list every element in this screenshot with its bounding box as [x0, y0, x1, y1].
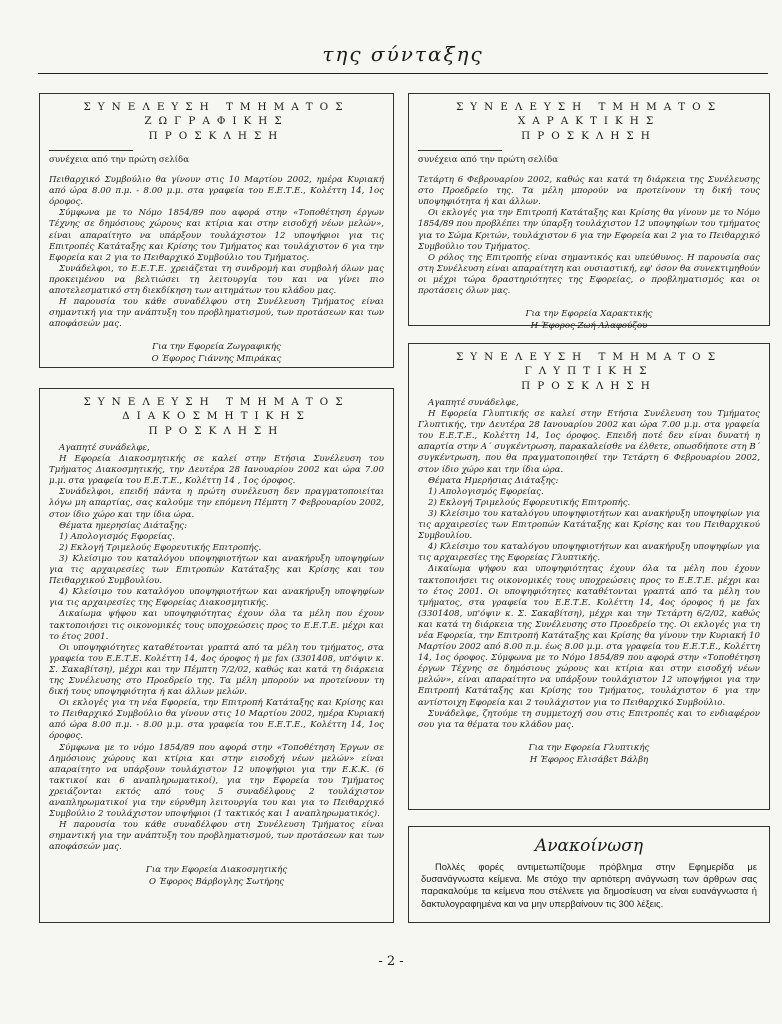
notice-body — [49, 443, 384, 853]
section-title: της σύνταξης — [322, 42, 484, 66]
paragraph: Αγαπητέ συνάδελφε, — [428, 398, 519, 408]
agenda-item: 3) Κλείσιμο του καταλόγου υποψηφιοτήτων και ανακήρυξη υποψηφίων για τις αρχαιρεσίες των Επιτροπών Κατάταξης και Κρίσης και του Πειθαρχικού Συμβουλίου. — [418, 508, 760, 542]
paragraph: Θέματα Ημερήσιας Διάταξης: — [428, 475, 559, 486]
page-header — [38, 40, 768, 74]
paragraph: Ο ρόλος της Επιτροπής είναι σημαντικός και υπεύθυνος. Η παρουσία σας στη Συνέλευση είναι απαραίτητη και ουσιαστική, εφ' όσον θα συνεκτιμηθούν οι μέχρι τώρα δραστηριότητες της Εφορείας, ο προβληματισμός και οι προτάσεις όλων μας. — [418, 252, 760, 297]
agenda-item: 3) Κλείσιμο του καταλόγου υποψηφιοτήτων και ανακήρυξη υποψηφίων για τις αρχαιρεσίες των Επιτροπών Κατάταξης και Κρίσης και του Πειθαρχικού Συμβουλίου. — [49, 553, 384, 587]
paragraph: Δικαίωμα ψήφου και υποψηφιότητας έχουν όλα τα μέλη που έχουν τακτοποιήσει τις οικονομικές τους υποχρεώσεις προς το Ε.Ε.Τ.Ε. μέχρι και το έτος 2001. Οι υποψηφιότητες καταθέτονται γραπτά από τα μέλη του τμήματος, στα γραφεία του Ε.Ε.Τ.Ε. Κολέττη 14, 4ος όροφος ή με fax (3301408, υπ'όψιν κ. Σ. Σακαβίτση), μέχρι και την Τετάρτη 6/2/02, καθώς και κατά τη διάρκεια της Συνέλευσης στο Προεδρείο της. Οι εκλογές για τη νέα Εφορεία, την Επιτροπή Κατάταξης και Κρίσης θα γίνουν την Κυριακή 10 Μαρτίου 2002 από 8.00 π.μ. έως 8.00 μ.μ. στα γραφεία του Ε.Ε.Τ.Ε., Κολέττη 14, 1ος όροφος. Σύμφωνα με το Νόμο 1854/89 που αφορά στην «Τοποθέτηση έργων Τέχνης σε δημόσιους χώρους και κτίρια και στην εισοδχή νέων μελών», είναι απαραίτητο να υπάρξουν τουλάχιστον 12 υποψήφιοι για την Επιτροπή Κατάταξης και Κρίσης του Τμήματος, τουλάχιστον 6 για την αντίστοιχη Εφορεία και 2 τουλάχιστον για το Πειθαρχικό Συμβούλιο. — [418, 564, 760, 708]
signature-org: Για την Εφορεία Διακοσμητικής — [145, 865, 288, 876]
notice-subtitle: ΠΡΟΣΚΛΗΣΗ — [521, 130, 657, 142]
paragraph: Αγαπητέ συνάδελφε, — [59, 443, 150, 453]
engraving-notice — [408, 93, 770, 332]
sculpture-notice — [408, 343, 770, 810]
signature — [49, 864, 384, 888]
decorative-notice — [39, 388, 394, 923]
signature-org: Για την Εφορεία Γλυπτικής — [528, 742, 650, 753]
notice-title: ΣΥΝΕΛΕΥΣΗ ΤΜΗΜΑΤΟΣ ΧΑΡΑΚΤΙΚΗΣ — [455, 101, 723, 127]
continued-note: συνέχεια από την πρώτη σελίδα — [418, 155, 559, 165]
paragraph: Οι εκλογές για τη νέα Εφορεία, την Επιτροπή Κατάταξης και Κρίσης και το Πειθαρχικό Συμβούλιο θα γίνουν στις 10 Μαρτίου 2002, ημέρα Κυριακή από ώρα 8.00 π.μ. - 8.00 μ.μ. στα γραφεία του Ε.Ε.Τ.Ε., Κολέττη 14, 1ος όροφος. — [49, 698, 384, 742]
agenda-item: 1) Απολογισμός Εφορείας. — [428, 486, 544, 497]
notice-body — [418, 398, 760, 731]
divider — [49, 150, 133, 151]
painting-notice — [39, 93, 394, 368]
paragraph: Πειθαρχικό Συμβούλιο θα γίνουν στις 10 Μαρτίου 2002, ημέρα Κυριακή από ώρα 8.00 π.μ. - 8.00 μ.μ. στα γραφεία του Ε.Ε.Τ.Ε., Κολέττη 14, 1ος όροφος. — [49, 175, 384, 208]
continued-note: συνέχεια από την πρώτη σελίδα — [49, 155, 190, 165]
paragraph: Σύμφωνα με το νόμο 1854/89 που αφορά στην «Τοποθέτηση Έργων σε Δημόσιους χώρους και κτίρια και στην εισοδχή νέων μελών» είναι απαραίτητο να υπάρξουν τουλάχιστον 12 υποψήφιοι για την Ε.Κ.Κ. (6 τακτικοί και 6 αναπληρωματικοί), για την Εφορεία του Τμήματος χρειάζονται εκτός από τους 5 συναδέλφους 2 τουλάχιστον αναπληρωματικοί για την εύρυθμη λειτουργία του και για το Πειθαρχικό Συμβούλιο 2 τουλάχιστον υποψήφιοι (1 τακτικός και 1 αναπληρωματικός). — [49, 742, 384, 820]
agenda-item: 2) Εκλογή Τριμελούς Εφορευτικής Επιτροπής. — [428, 497, 631, 508]
paragraph: Οι υποψηφιότητες καταθέτονται γραπτά από τα μέλη του τμήματος, στα γραφεία του Ε.Ε.Τ.Ε. Κολέττη 14, 4ος όροφος ή με fax (3301408, υπ'όψιν κ. Σ. Σακαβίτση), μέχρι και την Πέμπτη 7/2/02, καθώς και κατά τη διάρκεια της Συνέλευσης στο Προεδρείο της. Τα μέλη μπορούν να προτείνουν τη δική τους υποψηφιότητα ή και άλλων μελών. — [49, 642, 384, 698]
page-number: - 2 - — [378, 954, 404, 969]
paragraph: Συνάδελφε, ζητούμε τη συμμετοχή σου στις Επιτροπές και το ενδιαφέρον σου για τα θέματα του κλάδου μας. — [418, 708, 760, 730]
signature-name: Ο Έφορος Γιάννης Μπιράκας — [151, 354, 282, 365]
agenda-item: 4) Κλείσιμο του καταλόγου υποψηφιοτήτων και ανακήρυξη υποψηφίων για τις αρχαιρεσίες της Εφορείας Διακοσμητικής. — [49, 587, 384, 609]
signature — [418, 308, 760, 332]
signature-org: Για την Εφορεία Χαρακτικής — [525, 309, 653, 320]
signature-name: Η Έφορος Ζωή Αλαφούζου — [530, 321, 648, 332]
paragraph: Συνάδελφοι, επειδή πάντα η πρώτη συνέλευση δεν πραγματοποιείται λόγω μη απαρτίας, σας καλούμε την επόμενη Πέμπτη 7 Φεβρουαρίου 2002, στον ίδιο χώρο και την ίδια ώρα. — [49, 487, 384, 520]
paragraph: Η παρουσία του κάθε συναδέλφου στη Συνέλευση Τμήματος είναι σημαντική για την ανάπτυξη του προβληματισμού, των προτάσεων και των αποφάσεών μας. — [49, 820, 384, 853]
signature-name: Ο Έφορος Βάρβογλης Σωτήρης — [148, 877, 285, 888]
paragraph: Η παρουσία του κάθε συναδέλφου στη Συνέλευση Τμήματος είναι σημαντική για την ανάπτυξη του προβληματισμού, των προτάσεων και των αποφάσεών μας. — [49, 297, 384, 330]
paragraph: Η Εφορεία Γλυπτικής σε καλεί στην Ετήσια Συνέλευση του Τμήματος Γλυπτικής, την Δευτέρα 28 Ιανουαρίου 2002 και ώρα 7.00 μ.μ. στα γραφεία του Ε.Ε.Τ.Ε., Κολέττη 14, 1ος όροφος. Επειδή ποτέ δεν είναι δυνατή η απαρτία στην Α΄ συγκέντρωση, παρακαλείσθε να έλθετε, οπωσδήποτε στη Β΄ συγκέντρωση, που θα πραγματοποιηθεί την Τετάρτη 6 Φεβρουαρίου 2002, στον ίδιο χώρο και την ίδια ώρα. — [418, 409, 760, 475]
paragraph: Συνάδελφοι, το Ε.Ε.Τ.Ε. χρειάζεται τη συνδρομή και συμβολή όλων μας προκειμένου να βελτιώσει τη λειτουργία του και να γίνει πιο αποτελεσματικό στη διεκδίκηση των αιτημάτων του κλάδου μας. — [49, 263, 384, 297]
notice-body — [49, 175, 384, 330]
paragraph: Τετάρτη 6 Φεβρουαρίου 2002, καθώς και κατά τη διάρκεια της Συνέλευσης στο Προεδρείο της. Τα μέλη μπορούν να προτείνουν τη δική τους υποψηφιότητα ή και άλλων. — [418, 175, 760, 208]
notice-subtitle: ΠΡΟΣΚΛΗΣΗ — [148, 425, 285, 437]
agenda-item: 1) Απολογισμός Εφορείας. — [59, 531, 175, 542]
paragraph: Δικαίωμα ψήφου και υποψηφιότητας έχουν όλα τα μέλη που έχουν τακτοποιήσει τις οικονομικές τους υποχρεώσεις προς το Ε.Ε.Τ.Ε. μέχρι και το έτος 2001. — [49, 609, 384, 642]
agenda-item: 4) Κλείσιμο του καταλόγου υποψηφιοτήτων και ανακήρυξη υποψηφίων για τις αρχαιρεσίες της Εφορείας Γλυπτικής. — [418, 542, 760, 564]
signature-name: Η Έφορος Ελισάβετ Βάλβη — [529, 754, 649, 765]
agenda-item: 2) Εκλογή Τριμελούς Εφορευτικής Επιτροπής. — [59, 542, 262, 553]
notice-title: ΣΥΝΕΛΕΥΣΗ ΤΜΗΜΑΤΟΣ ΖΩΓΡΑΦΙΚΗΣ — [83, 101, 350, 127]
paragraph: Οι εκλογές για την Επιτροπή Κατάταξης και Κρίσης θα γίνουν με το Νόμο 1854/89 που προβλέπει την ύπαρξη τουλάχιστον 12 υποψηφίων του τμήματος για το Σώμα Κριτών, τουλάχιστον 6 για την Εφορεία και 2 για το Πειθαρχικό Συμβούλιο του Τμήματος. — [418, 208, 760, 252]
notice-subtitle: ΠΡΟΣΚΛΗΣΗ — [148, 130, 285, 142]
notice-title: ΣΥΝΕΛΕΥΣΗ ΤΜΗΜΑΤΟΣ ΓΛΥΠΤΙΚΗΣ — [455, 351, 723, 377]
notice-title: ΣΥΝΕΛΕΥΣΗ ΤΜΗΜΑΤΟΣ ΔΙΑΚΟΣΜΗΤΙΚΗΣ — [83, 396, 350, 422]
paragraph: Σύμφωνα με το Νόμο 1854/89 που αφορά στην «Τοποθέτηση έργων Τέχνης σε δημόσιους χώρους και κτίρια και στην εισοδχή νέων μελών», είναι απαραίτητο να υπάρξουν τουλάχιστον 12 υποψήφιοι για τις Επιτροπές Κατάταξης και Κρίσης του Τμήματος και τουλάχιστον 6 για την Εφορεία και 2 για το Πειθαρχικό Συμβούλιο του Τμήματος. — [49, 208, 384, 263]
announcement-box — [408, 826, 770, 923]
signature — [418, 742, 760, 766]
announcement-text: Πολλές φορές αντιμετωπίζουμε πρόβλημα στην Εφημερίδα με δυσανάγνωστα κείμενα. Με στόχο την αρτιότερη ανάγνωση των άρθρων σας παρακαλούμε τα κείμενα που στέλνετε για δημοσίευση να είναι ευανάγνωστα ή δακτυλογραφημένα και να μην υπερβαίνουν τις 300 λέξεις. — [421, 861, 757, 909]
signature — [49, 341, 384, 365]
paragraph: Θέματα ημερησίας Διάταξης: — [59, 520, 187, 531]
signature-org: Για την Εφορεία Ζωγραφικής — [152, 342, 281, 353]
notice-body — [418, 175, 760, 297]
notice-subtitle: ΠΡΟΣΚΛΗΣΗ — [521, 380, 657, 392]
paragraph: Η Εφορεία Διακοσμητικής σε καλεί στην Ετήσια Συνέλευση του Τμήματος Διακοσμητικής, την Δευτέρα 28 Ιανουαρίου 2002 και ώρα 7.00 μ.μ. στα γραφεία του Ε.Ε.Τ.Ε., Κολέττη 14 , 1ος όροφος. — [49, 454, 384, 487]
announcement-title: Ανακοίνωση — [534, 836, 644, 856]
divider — [418, 150, 502, 151]
